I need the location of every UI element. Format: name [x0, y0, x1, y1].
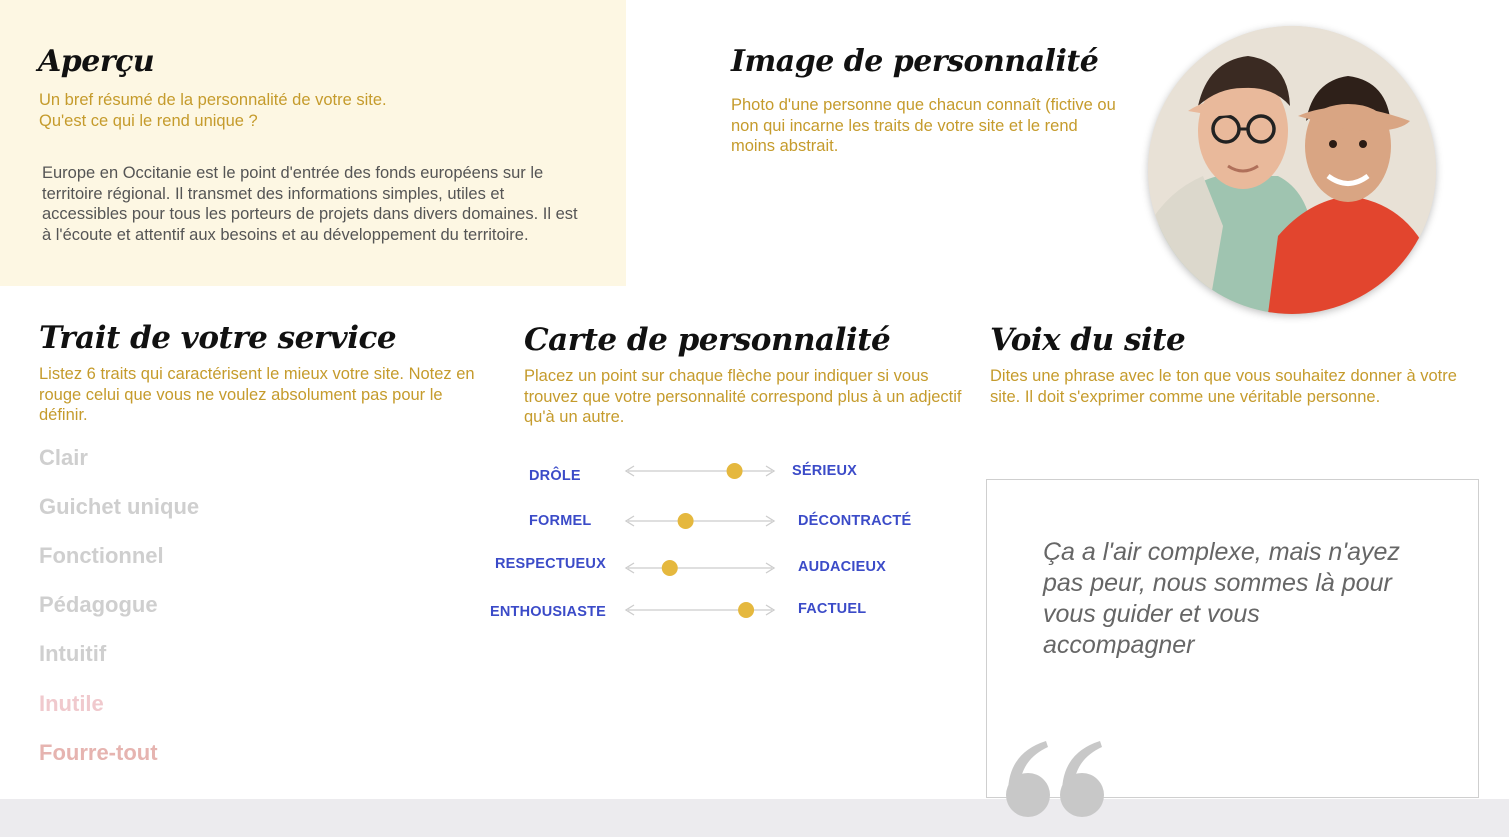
scale-right-label: FACTUEL	[798, 601, 867, 617]
carte-title: Carte de personnalité	[524, 322, 891, 358]
quote-mark-icon	[1002, 735, 1112, 825]
scale-left-label: FORMEL	[529, 513, 592, 529]
personality-scales	[610, 455, 790, 635]
scale-right-label: DÉCONTRACTÉ	[798, 513, 912, 529]
personality-photo	[1148, 26, 1436, 314]
scale-arrow[interactable]	[626, 463, 774, 479]
scale-dot[interactable]	[662, 560, 678, 576]
scale-dot[interactable]	[738, 602, 754, 618]
scale-arrow[interactable]	[626, 560, 774, 576]
apercu-subtitle-line: Un bref résumé de la personnalité de votre site.	[39, 91, 387, 109]
trait-item: Pédagogue	[39, 592, 158, 617]
scale-dot[interactable]	[678, 513, 694, 529]
scale-dot[interactable]	[727, 463, 743, 479]
trait-item: Intuitif	[39, 641, 107, 666]
traits-title: Trait de votre service	[39, 320, 397, 356]
voix-title: Voix du site	[990, 322, 1186, 358]
trait-item: Guichet unique	[39, 494, 200, 519]
voix-subtitle: Dites une phrase avec le ton que vous souhaitez donner à votre site. Il doit s'exprimer comme une véritable personne.	[990, 367, 1457, 406]
scale-arrow[interactable]	[626, 602, 774, 618]
personality-photo-illustration	[1148, 26, 1436, 314]
scale-left-label: DRÔLE	[529, 468, 581, 484]
apercu-body: Europe en Occitanie est le point d'entrée des fonds européens sur le territoire régional. Il transmet des informations simples, utiles et accessibles pour tous les porteurs de projets dans divers domaines. Il est à l'écoute et attentif aux besoins et au développement du territoire.	[42, 164, 578, 244]
trait-item: Clair	[39, 445, 88, 470]
trait-item-unwanted: Fourre-tout	[39, 740, 158, 765]
footer-bar	[0, 799, 1509, 837]
trait-item: Fonctionnel	[39, 543, 164, 568]
scale-left-label: RESPECTUEUX	[495, 556, 606, 572]
trait-item-unwanted: Inutile	[39, 691, 104, 716]
scale-right-label: SÉRIEUX	[792, 463, 858, 479]
image-title: Image de personnalité	[731, 44, 1099, 79]
apercu-subtitle	[39, 90, 539, 131]
image-subtitle: Photo d'une personne que chacun connaît (fictive ou non qui incarne les traits de votre site et le rend moins abstrait.	[731, 96, 1116, 155]
traits-subtitle: Listez 6 traits qui caractérisent le mieux votre site. Notez en rouge celui que vous ne voulez absolument pas pour le définir.	[39, 365, 475, 424]
carte-subtitle: Placez un point sur chaque flèche pour indiquer si vous trouvez que votre personnalité correspond plus à un adjectif qu'à un autre.	[524, 367, 962, 426]
apercu-title: Aperçu	[38, 44, 155, 79]
scale-left-label: ENTHOUSIASTE	[490, 604, 606, 620]
scale-right-label: AUDACIEUX	[798, 559, 886, 575]
scale-arrow[interactable]	[626, 513, 774, 529]
voice-quote: Ça a l'air complexe, mais n'ayez pas peur, nous sommes là pour vous guider et vous accompagner	[1043, 538, 1400, 659]
apercu-subtitle-line: Qu'est ce qui le rend unique ?	[39, 111, 258, 130]
